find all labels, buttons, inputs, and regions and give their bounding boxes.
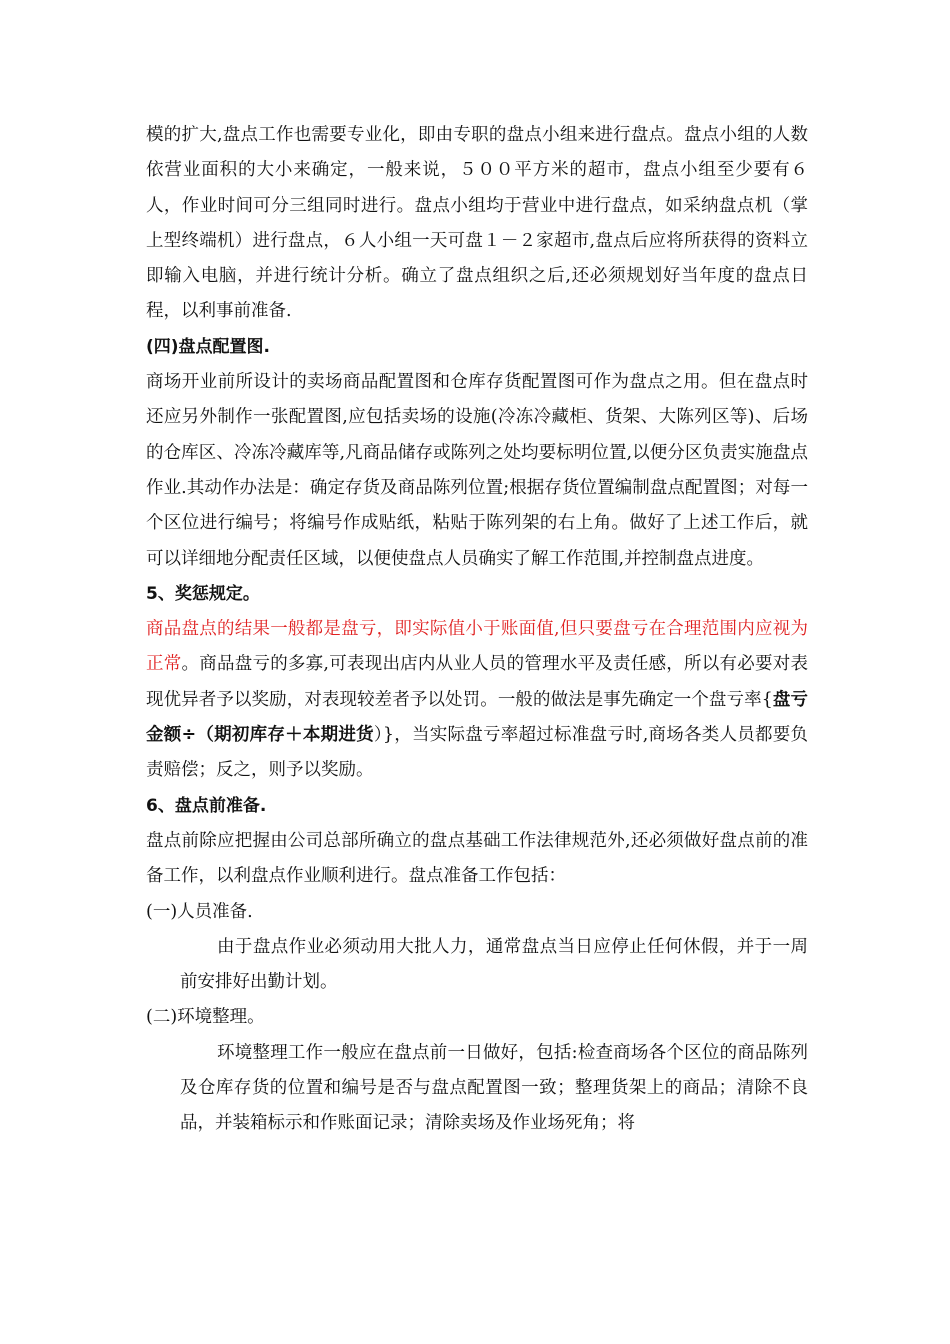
paragraph-organization: 模的扩大,盘点工作也需要专业化，即由专职的盘点小组来进行盘点。盘点小组的人数依营业面积的大小来确定，一般来说，５００平方米的超市，盘点小组至少要有６人，作业时间可分三组同时进行。盘点小组均于营业中进行盘点，如采纳盘点机（掌上型终端机）进行盘点，６人小组一天可盘１－２家超市,盘点后应将所获得的资料立即输入电脑，并进行统计分析。确立了盘点组织之后,还必须规划好当年度的盘点日程，以利事前准备. xyxy=(146,125,808,322)
paragraph-text: ）}，当实际盘亏率超过标准盘亏时,商场各类人员都要负责赔偿；反之，则予以奖励。 xyxy=(146,725,808,781)
subheading-staff-prep: (一)人员准备. xyxy=(146,901,253,922)
paragraph-text: 。商品盘亏的多寡,可表现出店内从业人员的管理水平及责任感，所以有必要对表现优异者予以奖励，对表现较差者予以处罚。一般的做法是事先确定一个盘亏率{ xyxy=(146,654,808,710)
subheading-environment: (二)环境整理。 xyxy=(146,1007,265,1028)
heading-configuration-map: (四)盘点配置图. xyxy=(146,336,270,357)
document-body xyxy=(146,118,808,1142)
heading-pre-inventory-prep: 6、盘点前准备. xyxy=(146,795,267,816)
paragraph-environment: 环境整理工作一般应在盘点前一日做好，包括:检查商场各个区位的商品陈列及仓库存货的位置和编号是否与盘点配置图一致；整理货架上的商品；清除不良品，并装箱标示和作账面记录；清除卖场及作业场死角；将 xyxy=(180,1042,808,1134)
paragraph-configuration-map: 商场开业前所设计的卖场商品配置图和仓库存货配置图可作为盘点之用。但在盘点时还应另外制作一张配置图,应包括卖场的设施(冷冻冷藏柜、货架、大陈列区等)、后场的仓库区、冷冻冷藏库等,凡商品储存或陈列之处均要标明位置,以便分区负责实施盘点作业.其动作办法是：确定存货及商品陈列位置;根据存货位置编制盘点配置图；对每一个区位进行编号；将编号作成贴纸，粘贴于陈列架的右上角。做好了上述工作后，就可以详细地分配责任区域，以便使盘点人员确实了解工作范围,并控制盘点进度。 xyxy=(146,372,808,569)
highlighted-text: 商品盘点的结果一般都是盘亏，即实际值小于账面值,但只要盘亏在合理范围内应视为正常 xyxy=(146,619,808,675)
heading-reward-penalty: 5、奖惩规定。 xyxy=(146,583,260,604)
paragraph-staff-prep: 由于盘点作业必须动用大批人力，通常盘点当日应停止任何休假，并于一周前安排好出勤计划。 xyxy=(180,936,808,993)
paragraph-reward-penalty xyxy=(146,612,808,788)
formula-text: 盘亏金额÷（期初库存＋本期进货 xyxy=(146,689,808,746)
paragraph-pre-inventory-prep: 盘点前除应把握由公司总部所确立的盘点基础工作法律规范外,还必须做好盘点前的准备工作，以利盘点作业顺利进行。盘点准备工作包括： xyxy=(146,830,808,887)
